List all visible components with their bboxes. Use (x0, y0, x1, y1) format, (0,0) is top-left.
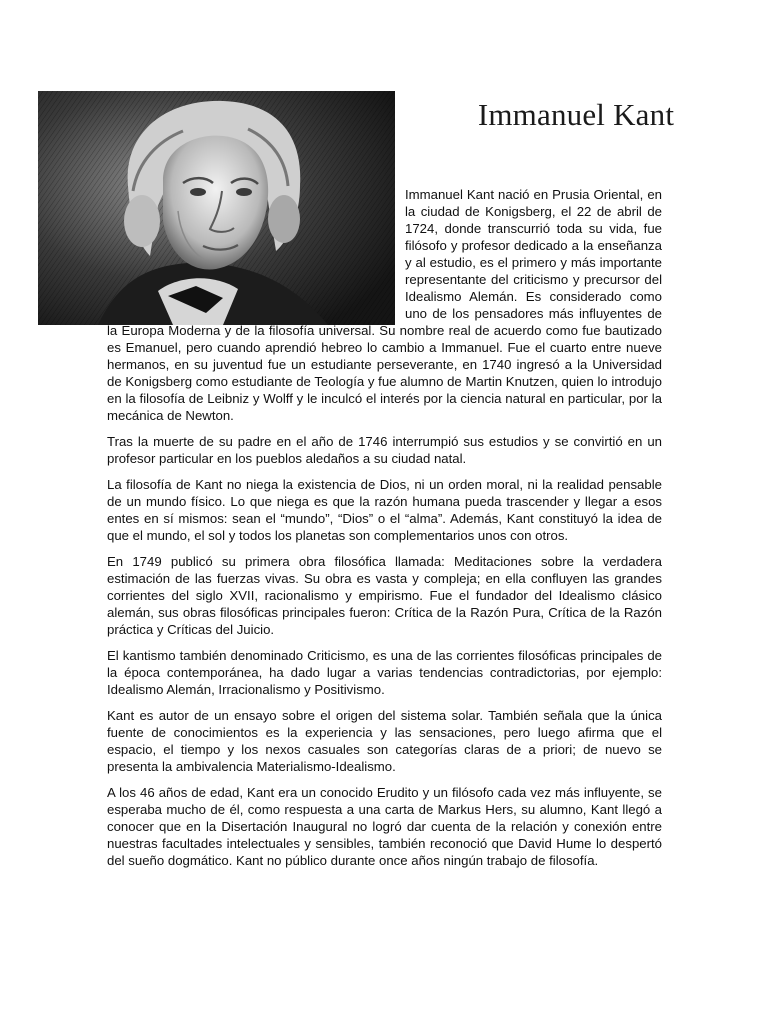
paragraph: Immanuel Kant nació en Prusia Oriental, en la ciudad de Konigsberg, el 22 de abril de 1724, donde transcurrió toda su vida, fue filósofo y profesor dedicado a la enseñanza y al estudio, es el primero y más importante representante del criticismo y precursor del Idealismo Alemán. Es considerado como uno de los pensadores más influyentes de la Europa Moderna y de la filosofía universal. Su nombre real de acuerdo como fue bautizado es Emanuel, pero cuando aprendió hebreo lo cambio a Immanuel. Fue el cuarto entre nueve hermanos, en su juventud fue un estudiante perseverante, en 1740 ingresó a la Universidad de Konigsberg como estudiante de Teología y fue alumno de Martin Knutzen, quien lo introdujo en la filosofía de Leibniz y Wolff y le inculcó el interés por la ciencia natural en particular, por la mecánica de Newton. (107, 187, 662, 423)
paragraph: La filosofía de Kant no niega la existencia de Dios, ni un orden moral, ni la realidad pensable de un mundo físico. Lo que niega es que la razón humana pueda trascender y llegar a esos entes en sí mismos: sean el “mundo”, “Dios” o el “alma”. Además, Kant constituyó la idea de que el mundo, el sol y todos los planetas son complementarios unos con otros. (107, 477, 662, 543)
portrait-wrap-spacer (107, 186, 405, 322)
paragraph: El kantismo también denominado Criticismo, es una de las corrientes filosóficas principales de la época contemporánea, ha dado lugar a varias tendencias contradictorias, por ejemplo: Idealismo Alemán, Irracionalismo y Positivismo. (107, 648, 662, 697)
paragraph: En 1749 publicó su primera obra filosófica llamada: Meditaciones sobre la verdadera estimación de las fuerzas vivas. Su obra es vasta y compleja; en ella confluyen las grandes corrientes del siglo XVII, racionalismo y empirismo. Fue el fundador del Idealismo clásico alemán, sus obras filosóficas principales fueron: Crítica de la Razón Pura, Crítica de la Razón práctica y Críticas del Juicio. (107, 554, 662, 637)
page-title: Immanuel Kant (477, 97, 675, 132)
article-body (107, 186, 662, 878)
paragraph: Kant es autor de un ensayo sobre el origen del sistema solar. También señala que la única fuente de conocimientos es la experiencia y las sensaciones, pero luego afirma que el espacio, el tiempo y los nexos casuales son categorías claras de a priori; de nuevo se presenta la ambivalencia Materialismo-Idealismo. (107, 708, 662, 774)
paragraph: Tras la muerte de su padre en el año de 1746 interrumpió sus estudios y se convirtió en un profesor particular en los pueblos aledaños a su ciudad natal. (107, 434, 662, 466)
paragraph: A los 46 años de edad, Kant era un conocido Erudito y un filósofo cada vez más influyente, se esperaba mucho de él, como respuesta a una carta de Markus Hers, su alumno, Kant llegó a conocer que en la Disertación Inaugural no logró dar cuenta de la relación y conexión entre nuestras facultades intelectuales y sensibles, también reconoció que David Hume lo despertó del sueño dogmático. Kant no público durante once años ningún trabajo de filosofía. (107, 785, 662, 868)
